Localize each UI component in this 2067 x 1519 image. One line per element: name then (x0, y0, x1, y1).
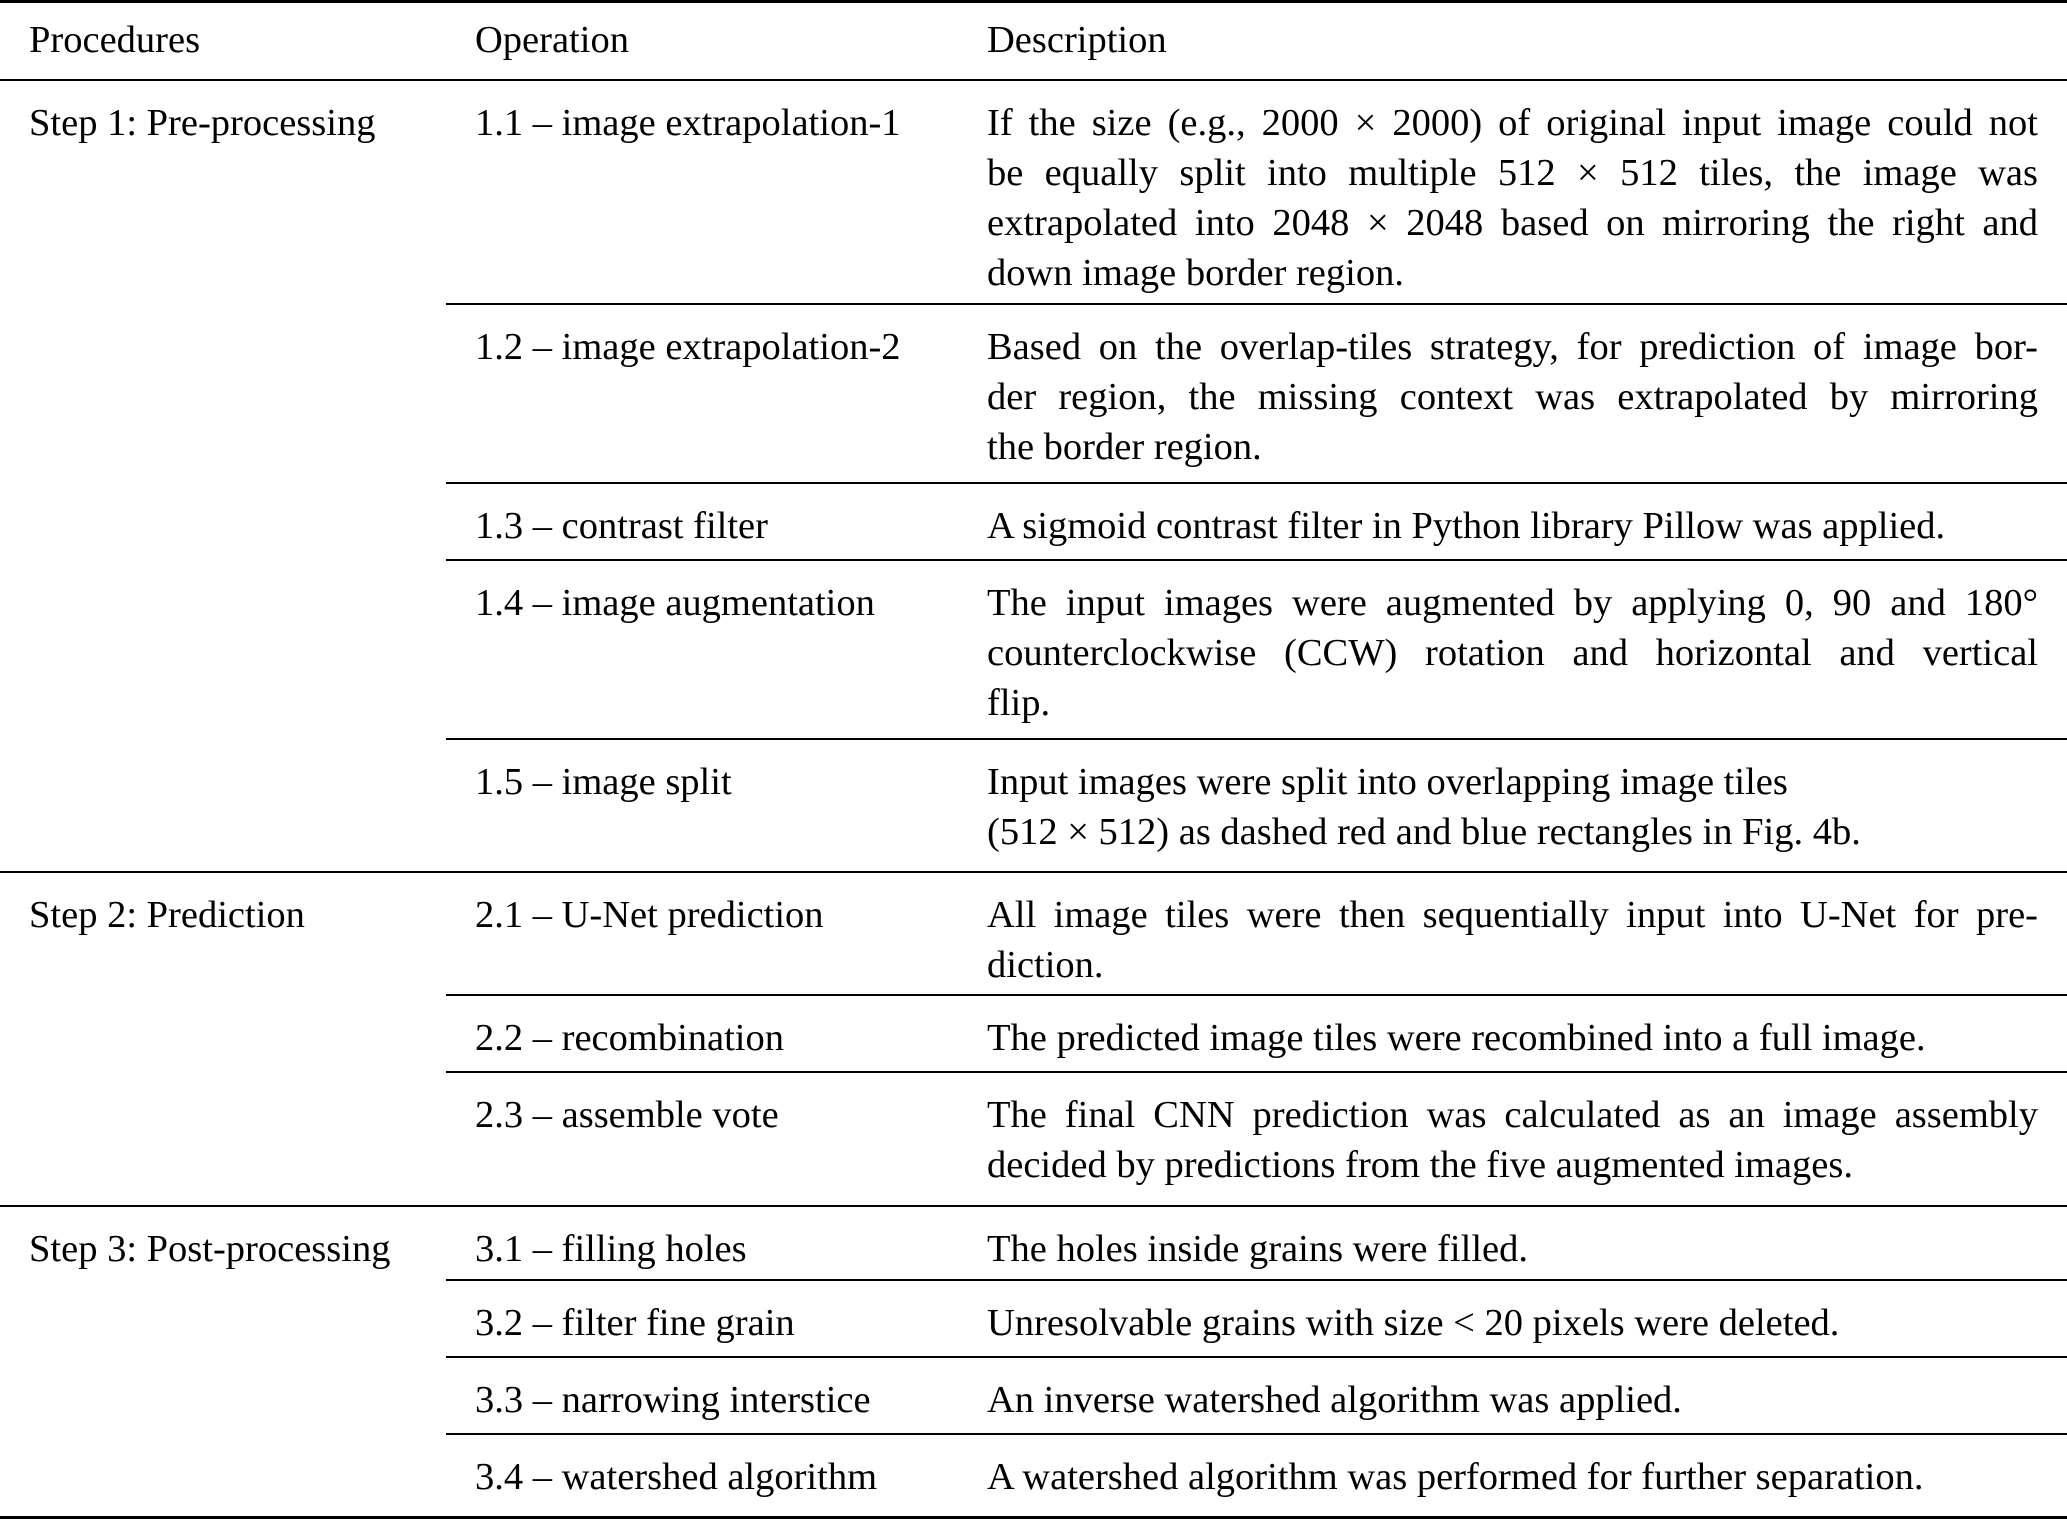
description-line: All image tiles were then sequentially input into U-Net for pre- (987, 894, 2038, 936)
operation-cell: 2.3 – assemble vote (475, 1094, 779, 1136)
description-line: diction. (987, 944, 1104, 986)
description-line: A watershed algorithm was performed for further separation. (987, 1456, 1924, 1498)
step-label: Step 3: Post-processing (29, 1228, 391, 1270)
operation-cell: 3.2 – filter fine grain (475, 1302, 795, 1344)
description-line: An inverse watershed algorithm was applied. (987, 1379, 1682, 1421)
header-procedures: Procedures (29, 19, 201, 61)
description-cell (987, 1090, 2038, 1190)
table-row (0, 873, 2067, 994)
description-line: (512 × 512) as dashed red and blue rectangles in Fig. 4b. (987, 811, 1861, 853)
table-row (0, 1358, 2067, 1433)
table-row (0, 484, 2067, 559)
operation-cell: 1.4 – image augmentation (475, 582, 875, 624)
description-cell (987, 890, 2038, 990)
description-cell (987, 578, 2038, 728)
operation-cell: 3.4 – watershed algorithm (475, 1456, 878, 1498)
description-line: If the size (e.g., 2000 × 2000) of original input image could not (987, 102, 2038, 144)
table-row (0, 305, 2067, 482)
table-row (0, 1281, 2067, 1356)
operation-cell: 3.1 – filling holes (475, 1228, 747, 1270)
description-cell (987, 1452, 2038, 1502)
description-cell (987, 322, 2038, 472)
description-line: flip. (987, 682, 1051, 724)
description-line: The predicted image tiles were recombined into a full image. (987, 1017, 1926, 1059)
description-line: decided by predictions from the five augmented images. (987, 1144, 1853, 1186)
operation-cell: 1.1 – image extrapolation-1 (475, 102, 901, 144)
description-line: down image border region. (987, 252, 1404, 294)
description-line: The holes inside grains were filled. (987, 1228, 1528, 1270)
description-line: Unresolvable grains with size < 20 pixels were deleted. (987, 1302, 1840, 1344)
operation-cell: 2.1 – U-Net prediction (475, 894, 824, 936)
table-row (0, 1073, 2067, 1205)
description-line: the border region. (987, 426, 1262, 468)
description-cell (987, 1298, 2038, 1348)
description-cell (987, 98, 2038, 298)
operation-cell: 1.2 – image extrapolation-2 (475, 326, 901, 368)
description-cell (987, 1224, 2038, 1274)
description-line: The final CNN prediction was calculated as an image assembly (987, 1094, 2038, 1136)
description-line: The input images were augmented by applying 0, 90 and 180° (987, 582, 2038, 624)
description-line: A sigmoid contrast filter in Python library Pillow was applied. (987, 505, 1946, 547)
description-line: counterclockwise (CCW) rotation and horizontal and vertical (987, 632, 2038, 674)
description-cell (987, 1375, 2038, 1425)
operation-cell: 1.5 – image split (475, 761, 732, 803)
table-header-row (0, 3, 2067, 79)
description-line: der region, the missing context was extrapolated by mirroring (987, 376, 2038, 418)
description-line: be equally split into multiple 512 × 512 tiles, the image was (987, 152, 2038, 194)
description-line: Based on the overlap-tiles strategy, for prediction of image bor- (987, 326, 2038, 368)
table-row (0, 1207, 2067, 1279)
description-cell (987, 757, 2038, 857)
operation-cell: 3.3 – narrowing interstice (475, 1379, 871, 1421)
header-operation: Operation (475, 19, 629, 61)
operation-cell: 1.3 – contrast filter (475, 505, 768, 547)
table-row (0, 996, 2067, 1071)
step-label: Step 2: Prediction (29, 894, 305, 936)
operation-cell: 2.2 – recombination (475, 1017, 784, 1059)
table-row (0, 740, 2067, 871)
header-description: Description (987, 19, 1167, 61)
description-line: extrapolated into 2048 × 2048 based on mirroring the right and (987, 202, 2038, 244)
table-row (0, 561, 2067, 738)
description-line: Input images were split into overlapping image tiles (987, 761, 1788, 803)
table-row (0, 1435, 2067, 1516)
step-label: Step 1: Pre-processing (29, 102, 376, 144)
description-cell (987, 501, 2038, 551)
description-cell (987, 1013, 2038, 1063)
table-row (0, 81, 2067, 303)
